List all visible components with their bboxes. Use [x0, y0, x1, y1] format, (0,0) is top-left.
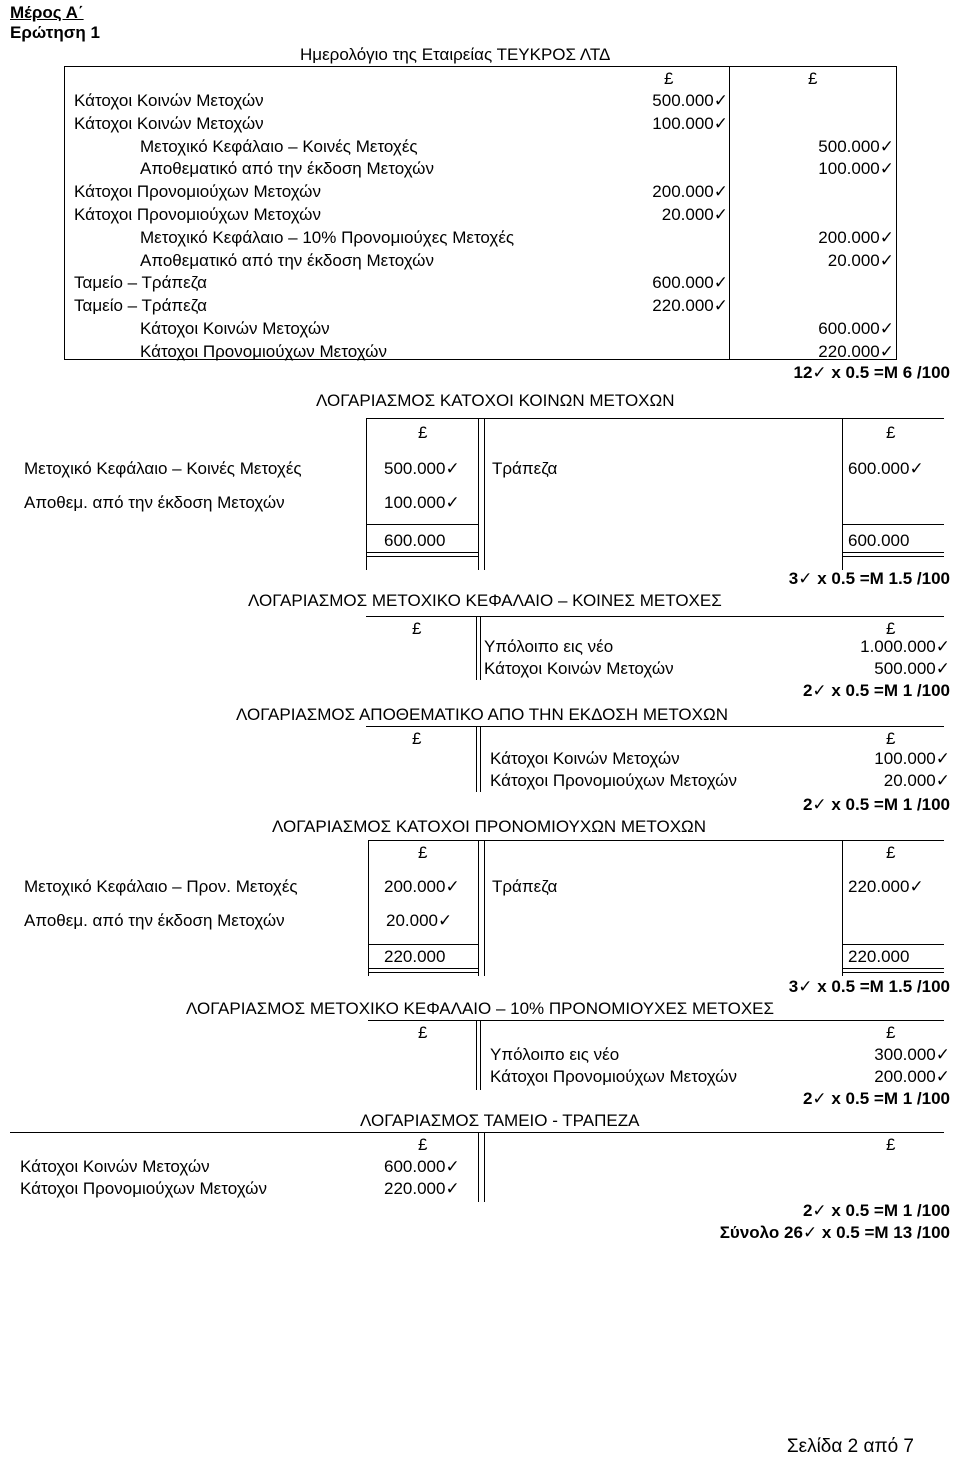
acc5-credit-currency: £	[886, 1023, 896, 1042]
journal-title: Ημερολόγιο της Εταιρείας ΤΕΥΚΡΟΣ ΛΤΔ	[300, 45, 611, 64]
journal-line-debit: 20.000✓	[661, 205, 728, 225]
journal-line-account: Κάτοχοι Προνομιούχων Μετοχών	[140, 342, 387, 361]
acc4-credit-label-1: Τράπεζα	[492, 877, 558, 896]
acc3-credit-label-2: Κάτοχοι Προνομιούχων Μετοχών	[490, 771, 737, 790]
acc6-debit-amount-1: 600.000✓	[384, 1157, 460, 1177]
acc5-credit-amount-1: 300.000✓	[874, 1045, 950, 1065]
acc4-debit-currency: £	[418, 843, 428, 862]
journal-line-debit: 220.000✓	[652, 296, 728, 316]
journal-line-account: Μετοχικό Κεφάλαιο – Κοινές Μετοχές	[140, 137, 418, 156]
acc1-debit-amount-1: 500.000✓	[384, 459, 460, 479]
acc5-credit-label-1: Υπόλοιπο εις νέο	[490, 1045, 620, 1064]
acc5-title: ΛΟΓΑΡΙΑΣΜΟΣ ΜΕΤΟΧΙΚΟ ΚΕΦΑΛΑΙΟ – 10% ΠΡΟΝΟΜΙΟΥΧΕΣ ΜΕΤΟΧΕΣ	[186, 999, 775, 1018]
acc5-score: 2✓ x 0.5 =M 1 /100	[802, 1089, 950, 1109]
acc2-debit-currency: £	[412, 619, 422, 638]
acc6-title: ΛΟΓΑΡΙΑΣΜΟΣ ΤΑΜΕΙΟ - ΤΡΑΠΕΖΑ	[360, 1111, 640, 1130]
acc3-credit-currency: £	[886, 729, 896, 748]
acc2-score: 2✓ x 0.5 =M 1 /100	[802, 681, 950, 701]
acc3-score: 2✓ x 0.5 =M 1 /100	[802, 795, 950, 815]
acc3-debit-currency: £	[412, 729, 422, 748]
journal-line-account: Κάτοχοι Κοινών Μετοχών	[74, 91, 264, 110]
journal-line-credit: 500.000✓	[818, 137, 894, 157]
acc6-debit-amount-2: 220.000✓	[384, 1179, 460, 1199]
journal-line-credit: 200.000✓	[818, 228, 894, 248]
journal-line-account: Ταμείο – Τράπεζα	[74, 296, 207, 315]
acc2-credit-amount-1: 1.000.000✓	[860, 637, 950, 657]
journal-debit-currency: £	[664, 69, 674, 88]
acc4-debit-amount-2: 20.000✓	[386, 911, 453, 931]
acc5-debit-currency: £	[418, 1023, 428, 1042]
journal-line-debit: 500.000✓	[652, 91, 728, 111]
journal-score: 12✓ x 0.5 =M 6 /100	[793, 363, 950, 383]
acc4-total-credit: 220.000	[848, 947, 910, 966]
acc6-debit-label-2: Κάτοχοι Προνομιούχων Μετοχών	[20, 1179, 267, 1198]
acc4-debit-amount-1: 200.000✓	[384, 877, 460, 897]
journal-line-account: Μετοχικό Κεφάλαιο – 10% Προνομιούχες Μετοχές	[140, 228, 515, 247]
acc1-credit-label-1: Τράπεζα	[492, 459, 558, 478]
acc2-credit-amount-2: 500.000✓	[874, 659, 950, 679]
acc1-total-credit: 600.000	[848, 531, 910, 550]
journal-line-account: Κάτοχοι Προνομιούχων Μετοχών	[74, 182, 321, 201]
acc6-credit-currency: £	[886, 1135, 896, 1154]
journal-line-debit: 100.000✓	[652, 114, 728, 134]
journal-line-credit: 20.000✓	[827, 251, 894, 271]
acc3-credit-amount-1: 100.000✓	[874, 749, 950, 769]
question-heading: Ερώτηση 1	[10, 23, 100, 42]
acc6-debit-label-1: Κάτοχοι Κοινών Μετοχών	[20, 1157, 210, 1176]
acc3-credit-amount-2: 20.000✓	[883, 771, 950, 791]
acc4-total-debit: 220.000	[384, 947, 446, 966]
acc2-title: ΛΟΓΑΡΙΑΣΜΟΣ ΜΕΤΟΧΙΚΟ ΚΕΦΑΛΑΙΟ – ΚΟΙΝΕΣ ΜΕΤΟΧΕΣ	[248, 591, 722, 610]
acc1-debit-label-2: Αποθεμ. από την έκδοση Μετοχών	[24, 493, 285, 512]
journal-line-debit: 200.000✓	[652, 182, 728, 202]
page-number: Σελίδα 2 από 7	[786, 1436, 914, 1457]
acc4-debit-label-1: Μετοχικό Κεφάλαιο – Προν. Μετοχές	[24, 877, 298, 896]
journal-line-debit: 600.000✓	[652, 273, 728, 293]
journal-line-credit: 100.000✓	[818, 159, 894, 179]
acc4-credit-amount-1: 220.000✓	[848, 877, 924, 897]
journal-line-account: Ταμείο – Τράπεζα	[74, 273, 207, 292]
acc1-credit-amount-1: 600.000✓	[848, 459, 924, 479]
acc1-debit-currency: £	[418, 423, 428, 442]
journal-line-account: Κάτοχοι Κοινών Μετοχών	[74, 114, 264, 133]
acc5-credit-amount-2: 200.000✓	[874, 1067, 950, 1087]
journal-line-credit: 600.000✓	[818, 319, 894, 339]
journal-line-account: Αποθεματικό από την έκδοση Μετοχών	[140, 159, 434, 178]
acc1-credit-currency: £	[886, 423, 896, 442]
acc1-score: 3✓ x 0.5 =M 1.5 /100	[788, 569, 950, 589]
acc4-title: ΛΟΓΑΡΙΑΣΜΟΣ ΚΑΤΟΧΟΙ ΠΡΟΝΟΜΙΟΥΧΩΝ ΜΕΤΟΧΩΝ	[272, 817, 707, 836]
journal-line-credit: 220.000✓	[818, 342, 894, 362]
part-heading: Μέρος Α΄	[10, 3, 84, 22]
acc3-title: ΛΟΓΑΡΙΑΣΜΟΣ ΑΠΟΘΕΜΑΤΙΚΟ ΑΠΟ ΤΗΝ ΕΚΔΟΣΗ ΜΕΤΟΧΩΝ	[236, 705, 728, 724]
journal-credit-currency: £	[808, 69, 818, 88]
acc6-debit-currency: £	[418, 1135, 428, 1154]
acc1-title: ΛΟΓΑΡΙΑΣΜΟΣ ΚΑΤΟΧΟΙ ΚΟΙΝΩΝ ΜΕΤΟΧΩΝ	[316, 391, 675, 410]
acc1-total-debit: 600.000	[384, 531, 446, 550]
acc4-credit-currency: £	[886, 843, 896, 862]
acc3-credit-label-1: Κάτοχοι Κοινών Μετοχών	[490, 749, 680, 768]
acc2-credit-currency: £	[886, 619, 896, 638]
acc6-score: 2✓ x 0.5 =M 1 /100	[802, 1201, 950, 1221]
acc2-credit-label-1: Υπόλοιπο εις νέο	[484, 637, 614, 656]
acc2-credit-label-2: Κάτοχοι Κοινών Μετοχών	[484, 659, 674, 678]
acc4-score: 3✓ x 0.5 =M 1.5 /100	[788, 977, 950, 997]
journal-line-account: Αποθεματικό από την έκδοση Μετοχών	[140, 251, 434, 270]
journal-line-account: Κάτοχοι Προνομιούχων Μετοχών	[74, 205, 321, 224]
acc1-debit-amount-2: 100.000✓	[384, 493, 460, 513]
journal-line-account: Κάτοχοι Κοινών Μετοχών	[140, 319, 330, 338]
acc1-debit-label-1: Μετοχικό Κεφάλαιο – Κοινές Μετοχές	[24, 459, 302, 478]
total-score: Σύνολο 26✓ x 0.5 =M 13 /100	[719, 1223, 950, 1243]
acc4-debit-label-2: Αποθεμ. από την έκδοση Μετοχών	[24, 911, 285, 930]
acc5-credit-label-2: Κάτοχοι Προνομιούχων Μετοχών	[490, 1067, 737, 1086]
